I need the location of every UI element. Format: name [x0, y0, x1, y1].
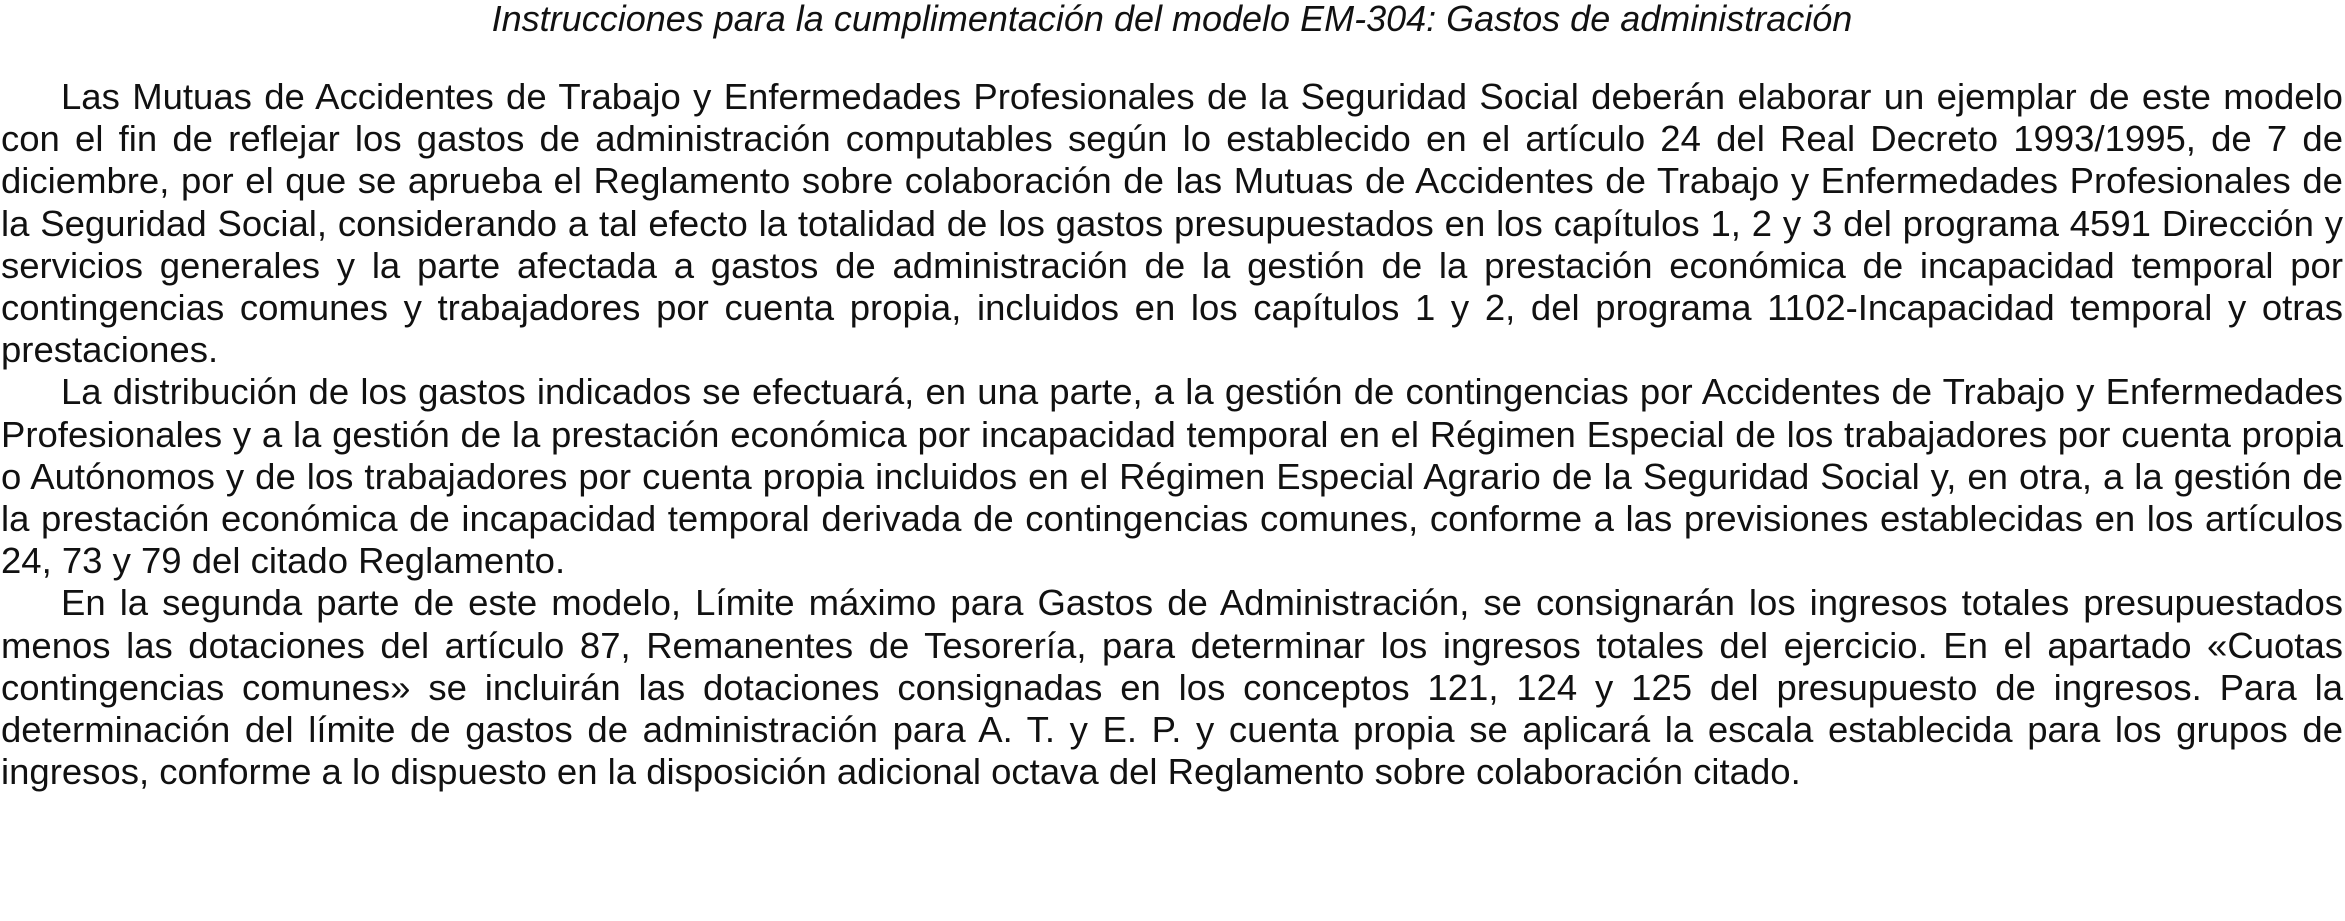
- document-title: Instrucciones para la cumplimentación del modelo EM-304: Gastos de administración: [491, 0, 1853, 39]
- paragraph-3: En la segunda parte de este modelo, Límite máximo para Gastos de Administración, se consignarán los ingresos totales presupuestados menos las dotaciones del artículo 87, Remanentes de Tesorería, para determinar los ingresos totales del ejercicio. En el apartado «Cuotas contingencias comunes» se incluirán las dotaciones consignadas en los conceptos 121, 124 y 125 del presupuesto de ingresos. Para la determinación del límite de gastos de administración para A. T. y E. P. y cuenta propia se aplicará la escala establecida para los grupos de ingresos, conforme a lo dispuesto en la disposición adicional octava del Reglamento sobre colaboración citado.: [1, 582, 2343, 793]
- paragraph-1: Las Mutuas de Accidentes de Trabajo y Enfermedades Profesionales de la Seguridad Social deberán elaborar un ejemplar de este modelo con el fin de reflejar los gastos de administración computables según lo establecido en el artículo 24 del Real Decreto 1993/1995, de 7 de diciembre, por el que se aprueba el Reglamento sobre colaboración de las Mutuas de Accidentes de Trabajo y Enfermedades Profesionales de la Seguridad Social, considerando a tal efecto la totalidad de los gastos presupuestados en los capítulos 1, 2 y 3 del programa 4591 Dirección y servicios generales y la parte afectada a gastos de administración de la gestión de la prestación económica de incapacidad temporal por contingencias comunes y trabajadores por cuenta propia, incluidos en los capítulos 1 y 2, del programa 1102-Incapacidad temporal y otras prestaciones.: [1, 76, 2343, 371]
- document-body: [1, 76, 2343, 793]
- paragraph-2: La distribución de los gastos indicados se efectuará, en una parte, a la gestión de contingencias por Accidentes de Trabajo y Enfermedades Profesionales y a la gestión de la prestación económica por incapacidad temporal en el Régimen Especial de los trabajadores por cuenta propia o Autónomos y de los trabajadores por cuenta propia incluidos en el Régimen Especial Agrario de la Seguridad Social y, en otra, a la gestión de la prestación económica de incapacidad temporal derivada de contingencias comunes, conforme a las previsiones establecidas en los artículos 24, 73 y 79 del citado Reglamento.: [1, 371, 2343, 582]
